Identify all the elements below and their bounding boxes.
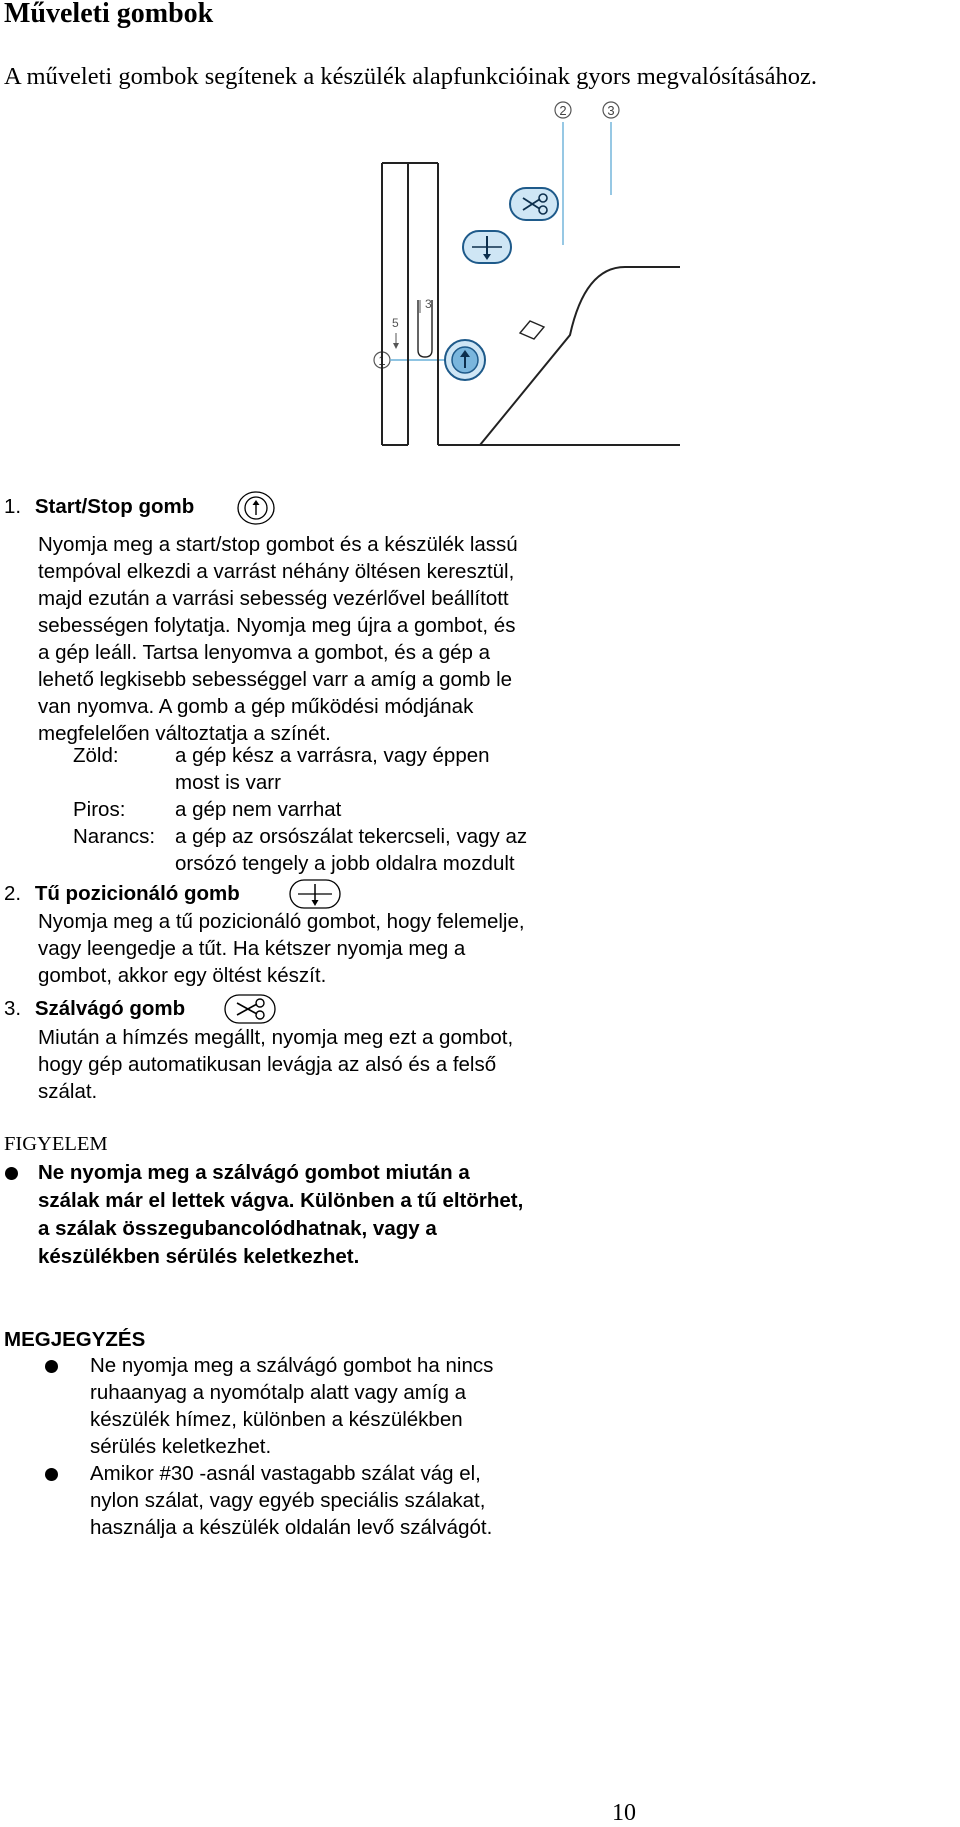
callout-1 <box>374 352 445 368</box>
callout-2 <box>555 102 571 245</box>
callout-1-label: 1 <box>378 353 386 368</box>
body-line: tempóval elkezdi a varrást néhány öltésen keresztül, <box>38 560 515 583</box>
note-item-1 <box>90 1352 650 1460</box>
thread-cutter-button-icon <box>510 188 558 220</box>
warning-bullet <box>5 1167 18 1180</box>
note-line: sérülés keletkezhet. <box>90 1435 272 1458</box>
color-desc-orange-2: orsózó tengely a jobb oldalra mozdult <box>175 852 515 875</box>
body-line: lehető legkisebb sebességgel varr a amíg a gomb le <box>38 668 513 691</box>
warning-line: a szálak összegubancolódhatnak, vagy a <box>38 1217 437 1240</box>
color-label-green: Zöld: <box>73 744 119 767</box>
intro-text: A műveleti gombok segítenek a készülék alapfunkcióinak gyors megvalósításához. <box>4 63 818 90</box>
section-title: Szálvágó gomb <box>34 997 186 1020</box>
start-stop-button-icon <box>445 340 485 380</box>
color-desc-orange-1: a gép az orsószálat tekercseli, vagy az <box>175 825 528 848</box>
scissors-icon <box>223 993 277 1025</box>
body-line: vagy leengedje a tűt. Ha kétszer nyomja meg a <box>38 937 466 960</box>
section-number: 3. <box>4 997 22 1020</box>
section-1-body <box>38 531 638 747</box>
note-heading: MEGJEGYZÉS <box>4 1328 146 1351</box>
page-title: Műveleti gombok <box>4 0 214 29</box>
body-line: Miután a hímzés megállt, nyomja meg ezt a gombot, <box>38 1026 514 1049</box>
note-line: készülék hímez, különben a készülékben <box>90 1408 463 1431</box>
warning-line: Ne nyomja meg a szálvágó gombot miután a <box>38 1161 470 1184</box>
body-line: Nyomja meg a start/stop gombot és a készülék lassú <box>38 533 518 556</box>
section-number: 1. <box>4 495 22 518</box>
scale-label-3: 3 <box>425 297 432 311</box>
note-line: használja a készülék oldalán levő szálvágót. <box>90 1516 493 1539</box>
machine-figure <box>360 95 680 450</box>
body-line: hogy gép automatikusan levágja az alsó és a felső <box>38 1053 497 1076</box>
color-label-red: Piros: <box>73 798 126 821</box>
page-number: 10 <box>612 1800 636 1826</box>
section-title: Start/Stop gomb <box>34 495 195 518</box>
section-3-body <box>38 1024 638 1105</box>
note-line: Amikor #30 -asnál vastagabb szálat vág el, <box>90 1462 481 1485</box>
warning-line: készülékben sérülés keletkezhet. <box>38 1245 360 1268</box>
scale-label-5: 5 <box>392 316 399 330</box>
body-line: majd ezután a varrási sebesség vezérlővel beállított <box>38 587 509 610</box>
body-line: megfelelően változtatja a színét. <box>38 722 331 745</box>
body-line: van nyomva. A gomb a gép működési módjának <box>38 695 474 718</box>
section-title: Tű pozicionáló gomb <box>34 882 240 905</box>
needle-position-icon <box>288 878 342 910</box>
color-desc-green-1: a gép kész a varrásra, vagy éppen <box>175 744 490 767</box>
callout-3 <box>603 102 619 195</box>
body-line: Nyomja meg a tű pozicionáló gombot, hogy felemelje, <box>38 910 525 933</box>
warning-line: szálak már el lettek vágva. Különben a tű eltörhet, <box>38 1189 524 1212</box>
section-number: 2. <box>4 882 22 905</box>
color-desc-red-1: a gép nem varrhat <box>175 798 342 821</box>
warning-heading: FIGYELEM <box>4 1133 108 1155</box>
note-item-2 <box>90 1460 650 1541</box>
needle-position-button-icon <box>463 231 511 263</box>
color-label-orange: Narancs: <box>73 825 156 848</box>
start-stop-icon <box>236 490 276 526</box>
section-2-heading <box>4 880 240 907</box>
body-line: sebességen folytatja. Nyomja meg újra a gombot, és <box>38 614 516 637</box>
section-2-body <box>38 908 638 989</box>
note-line: nylon szálat, vagy egyéb speciális szálakat, <box>90 1489 486 1512</box>
body-line: szálat. <box>38 1080 98 1103</box>
section-3-heading <box>4 995 185 1022</box>
callout-3-label: 3 <box>607 103 615 118</box>
note-bullet-2 <box>45 1468 58 1481</box>
body-line: a gép leáll. Tartsa lenyomva a gombot, és a gép a <box>38 641 491 664</box>
callout-2-label: 2 <box>559 103 567 118</box>
color-desc-green-2: most is varr <box>175 771 281 794</box>
note-line: ruhaanyag a nyomótalp alatt vagy amíg a <box>90 1381 467 1404</box>
note-line: Ne nyomja meg a szálvágó gombot ha nincs <box>90 1354 494 1377</box>
speed-scale <box>392 297 432 349</box>
section-1-heading <box>4 493 194 520</box>
warning-text <box>38 1159 638 1271</box>
note-bullet-1 <box>45 1360 58 1373</box>
body-line: gombot, akkor egy öltést készít. <box>38 964 327 987</box>
